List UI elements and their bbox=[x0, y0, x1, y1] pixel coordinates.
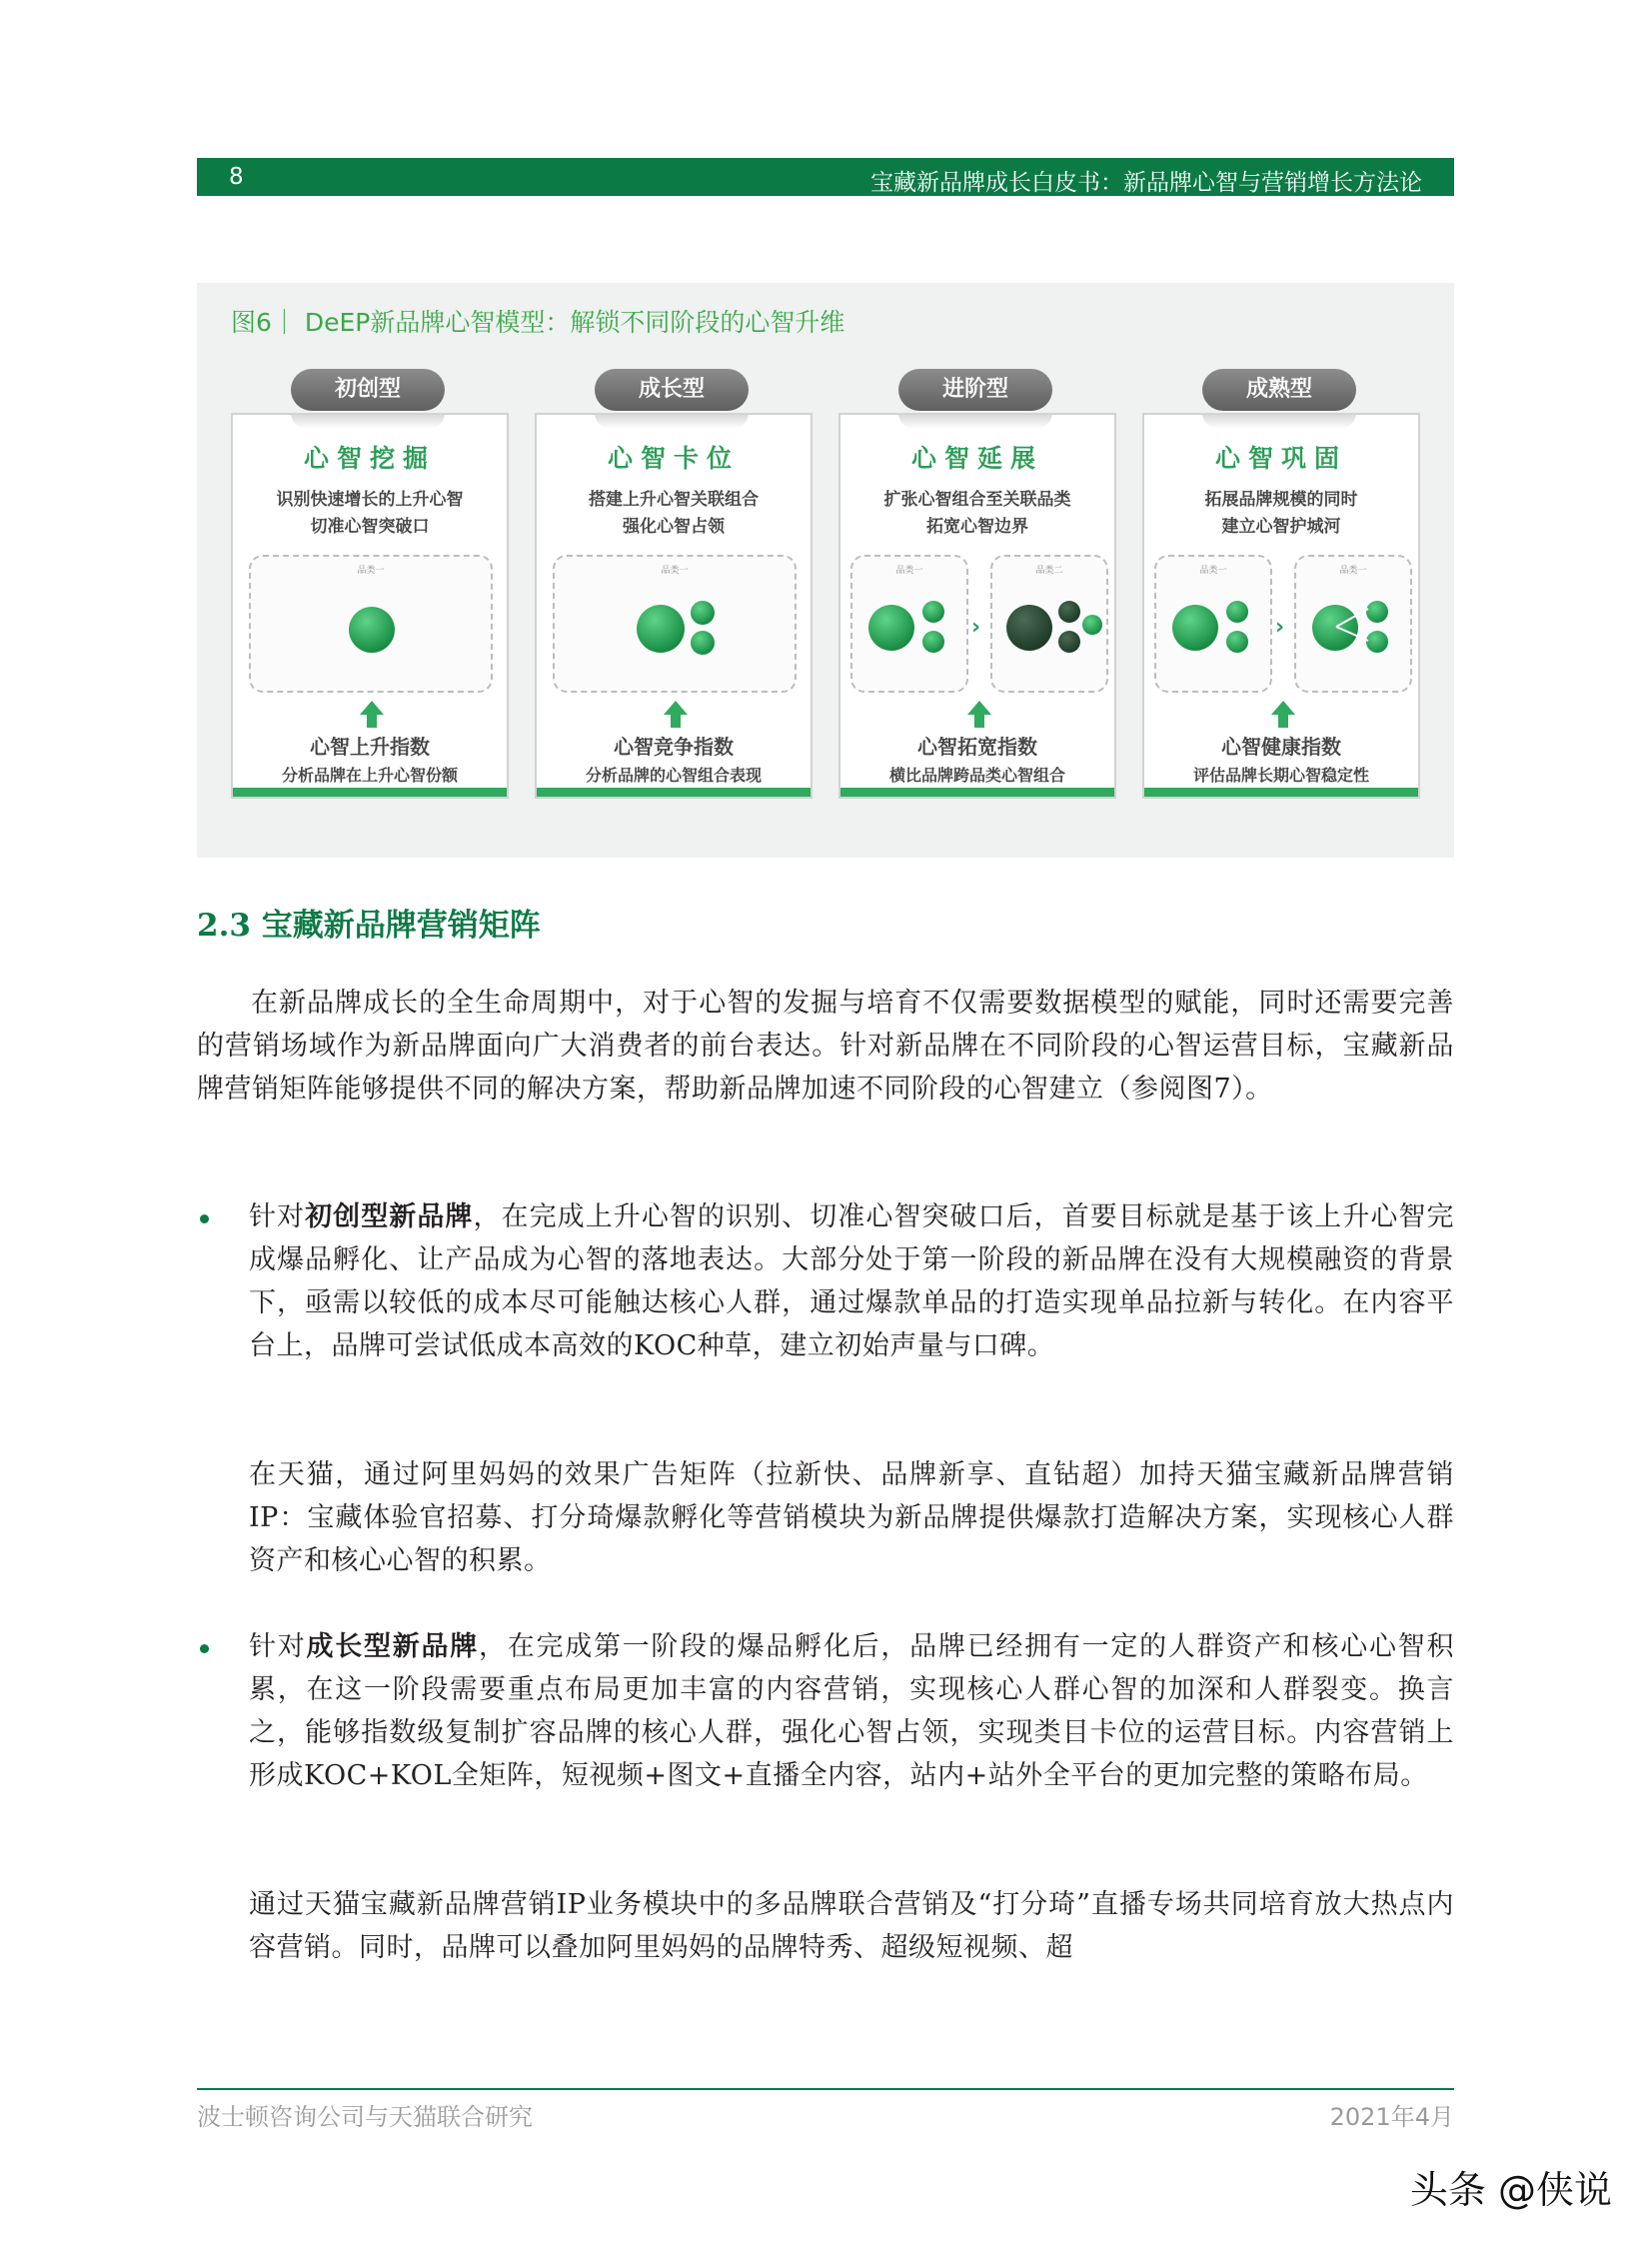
stage-body bbox=[231, 413, 509, 799]
card-desc-line: 搭建上升心智关联组合 bbox=[589, 490, 759, 510]
mind-circle bbox=[1172, 605, 1218, 651]
viz-box bbox=[249, 555, 493, 693]
mind-circle bbox=[1226, 631, 1248, 653]
stage-body bbox=[838, 413, 1116, 799]
card-desc-line: 识别快速增长的上升心智 bbox=[276, 490, 464, 510]
bullet-text: ，在完成上升心智的识别、切准心智突破口后，首要目标就是基于该上升心智完成爆品孵化、让产品成为心智的落地表达。大部分处于第一阶段的新品牌在没有大规模融资的背景下，亟需以较低的成本尽可能触达核心人群，通过爆款单品的打造实现单品拉新与转化。在内容平台上，品牌可尝试低成本高效的KOC种草，建立初始声量与口碑。 bbox=[249, 1201, 1455, 1361]
card-bottom-strip bbox=[840, 788, 1114, 797]
up-arrow-stem bbox=[671, 714, 681, 728]
viz-box-b bbox=[990, 555, 1108, 693]
section-heading: 2.3 宝藏新品牌营销矩阵 bbox=[197, 908, 541, 944]
card-desc-line: 切准心智突破口 bbox=[310, 517, 430, 537]
index-name: 心智拓宽指数 bbox=[917, 735, 1037, 759]
up-arrow-icon bbox=[664, 701, 688, 715]
bullet-paragraph-2 bbox=[249, 1625, 1454, 1797]
card-bottom-strip bbox=[233, 788, 507, 797]
bullet-prefix: 针对 bbox=[249, 1631, 307, 1662]
index-name: 心智健康指数 bbox=[1221, 735, 1341, 759]
mind-circle bbox=[691, 601, 715, 625]
card-desc-line: 建立心智护城河 bbox=[1221, 517, 1341, 537]
stage-pill: 初创型 bbox=[291, 369, 445, 411]
header-bar bbox=[197, 158, 1454, 196]
bullet-1-followup: 在天猫，通过阿里妈妈的效果广告矩阵（拉新快、品牌新享、直钻超）加持天猫宝藏新品牌营销IP：宝藏体验官招募、打分琦爆款孵化等营销模块为新品牌提供爆款打造解决方案，实现核心人群资产和核心心智的积累。 bbox=[249, 1459, 1454, 1576]
category-label: 品类二 bbox=[1035, 566, 1063, 576]
mind-circle bbox=[691, 631, 715, 655]
viz-box-a bbox=[1154, 555, 1272, 693]
header-title: 宝藏新品牌成长白皮书：新品牌心智与营销增长方法论 bbox=[870, 170, 1422, 196]
watermark: 头条 @侠说 bbox=[1409, 2168, 1612, 2212]
category-label: 品类一 bbox=[357, 566, 385, 576]
card-title: 心智挖掘 bbox=[303, 444, 436, 473]
up-arrow-stem bbox=[367, 714, 377, 728]
figure-caption: 图6｜ DeEP新品牌心智模型：解锁不同阶段的心智升维 bbox=[231, 308, 845, 337]
mind-circle bbox=[922, 631, 944, 653]
bullet-2-followup: 通过天猫宝藏新品牌营销IP业务模块中的多品牌联合营销及“打分琦”直播专场共同培育放大热点内容营销。同时，品牌可以叠加阿里妈妈的品牌特秀、超级短视频、超 bbox=[249, 1889, 1454, 1963]
pill-reflection bbox=[898, 413, 1052, 429]
chevron-right-icon: › bbox=[971, 615, 981, 640]
mind-circle bbox=[922, 601, 944, 623]
card-title: 心智卡位 bbox=[607, 444, 740, 473]
card-description bbox=[1144, 487, 1418, 541]
mind-circle bbox=[868, 605, 914, 651]
up-arrow-stem bbox=[1278, 714, 1288, 728]
category-label: 品类一 bbox=[661, 566, 689, 576]
footer-credit: 波士顿咨询公司与天猫联合研究 bbox=[197, 2103, 533, 2131]
index-name: 心智上升指数 bbox=[310, 735, 430, 759]
pill-reflection bbox=[291, 413, 445, 429]
stage-pill: 进阶型 bbox=[898, 369, 1052, 411]
bullet-paragraph-1 bbox=[249, 1195, 1454, 1367]
up-arrow-icon bbox=[1271, 701, 1295, 715]
bullet-emphasis: 成长型新品牌 bbox=[306, 1631, 479, 1662]
card-desc-line: 拓宽心智边界 bbox=[926, 517, 1028, 537]
card-description bbox=[537, 487, 811, 541]
card-desc-line: 扩张心智组合至关联品类 bbox=[883, 490, 1071, 510]
mind-circle bbox=[1058, 631, 1080, 653]
mind-circle bbox=[349, 607, 395, 653]
footer-rule bbox=[197, 2088, 1454, 2090]
page-number: 8 bbox=[229, 164, 244, 190]
card-bottom-strip bbox=[537, 788, 811, 797]
intro-paragraph: 在新品牌成长的全生命周期中，对于心智的发掘与培育不仅需要数据模型的赋能，同时还需要完善的营销场域作为新品牌面向广大消费者的前台表达。针对新品牌在不同阶段的心智运营目标，宝藏新品牌营销矩阵能够提供不同的解决方案，帮助新品牌加速不同阶段的心智建立（参阅图7）。 bbox=[197, 988, 1454, 1105]
stage-pill: 成长型 bbox=[595, 369, 749, 411]
index-description: 横比品牌跨品类心智组合 bbox=[888, 766, 1065, 785]
bullet-icon bbox=[200, 1214, 209, 1223]
viz-box-a bbox=[850, 555, 968, 693]
card-title: 心智延展 bbox=[910, 444, 1043, 473]
footer-date: 2021年4月 bbox=[1329, 2103, 1454, 2131]
card-description bbox=[233, 487, 507, 541]
viz-box-b bbox=[1294, 555, 1412, 693]
index-name: 心智竞争指数 bbox=[614, 735, 734, 759]
bullet-emphasis: 初创型新品牌 bbox=[305, 1201, 474, 1232]
up-arrow-stem bbox=[974, 714, 984, 728]
mind-circle bbox=[637, 605, 685, 653]
card-bottom-strip bbox=[1144, 788, 1418, 797]
category-label: 品类一 bbox=[1339, 566, 1367, 576]
up-arrow-icon bbox=[967, 701, 991, 715]
card-title: 心智巩固 bbox=[1214, 444, 1347, 473]
up-arrow-icon bbox=[360, 701, 384, 715]
pill-reflection bbox=[1202, 413, 1356, 429]
mind-circle bbox=[1082, 615, 1102, 635]
viz-box bbox=[553, 555, 797, 693]
category-label: 品类一 bbox=[1199, 566, 1227, 576]
index-description: 评估品牌长期心智稳定性 bbox=[1192, 766, 1369, 785]
card-description bbox=[840, 487, 1114, 541]
index-description: 分析品牌的心智组合表现 bbox=[585, 766, 762, 785]
mind-circle bbox=[1006, 605, 1052, 651]
bullet-icon bbox=[200, 1644, 209, 1653]
stage-body bbox=[535, 413, 813, 799]
stage-pill: 成熟型 bbox=[1202, 369, 1356, 411]
stage-body bbox=[1142, 413, 1420, 799]
bullet-prefix: 针对 bbox=[249, 1201, 306, 1232]
connector-lines bbox=[1310, 599, 1400, 655]
mind-circle bbox=[1226, 601, 1248, 623]
bullet-text: ，在完成第一阶段的爆品孵化后，品牌已经拥有一定的人群资产和核心心智积累，在这一阶段需要重点布局更加丰富的内容营销，实现核心人群心智的加深和人群裂变。换言之，能够指数级复制扩容品牌的核心人群，强化心智占领，实现类目卡位的运营目标。内容营销上形成KOC+KOL全矩阵，短视频+图文+直播全内容，站内+站外全平台的更加完整的策略布局。 bbox=[249, 1631, 1455, 1791]
index-description: 分析品牌在上升心智份额 bbox=[281, 766, 458, 785]
chevron-right-icon: › bbox=[1275, 615, 1285, 640]
figure-panel bbox=[197, 283, 1454, 858]
category-label: 品类一 bbox=[895, 566, 923, 576]
mind-circle bbox=[1058, 601, 1080, 623]
pill-reflection bbox=[595, 413, 749, 429]
card-desc-line: 拓展品牌规模的同时 bbox=[1204, 490, 1358, 510]
card-desc-line: 强化心智占领 bbox=[623, 517, 725, 537]
